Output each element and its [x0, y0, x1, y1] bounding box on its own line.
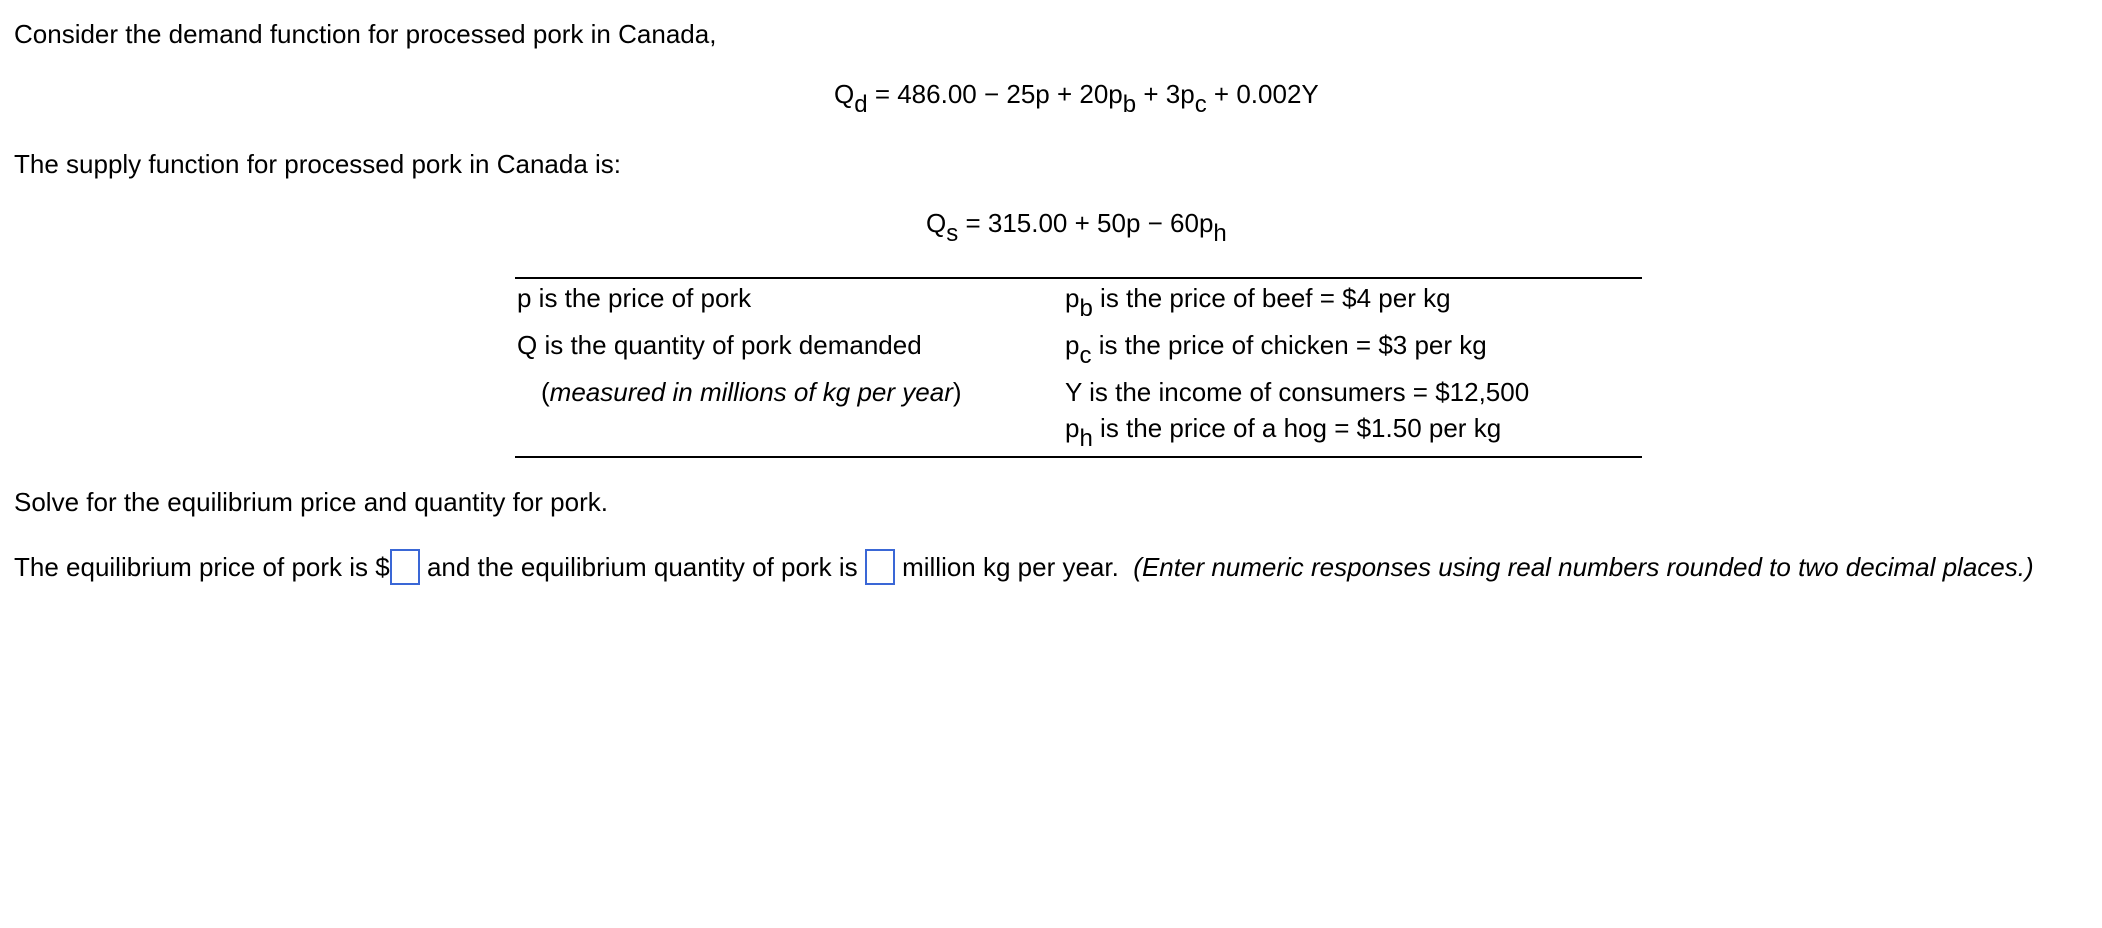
supply-lhs-var: Q — [926, 208, 947, 238]
supply-intro-text: The supply function for processed pork in Canada is: — [14, 149, 622, 179]
table-right-row-4-var: p — [1065, 413, 1080, 443]
table-right-row-4-sub: h — [1079, 425, 1093, 452]
supply-equation — [926, 208, 1227, 247]
table-right-row-4-text: is the price of a hog = $1.50 per kg — [1092, 413, 1502, 443]
table-right-row-1-sub: b — [1079, 295, 1093, 322]
demand-part-3: + 0.002Y — [1206, 79, 1319, 109]
solve-prompt: Solve for the equilibrium price and quantity for pork. — [14, 487, 608, 517]
table-right-row-2-text: is the price of chicken = $3 per kg — [1091, 330, 1487, 360]
supply-sub-h: h — [1213, 220, 1227, 247]
table-left-row-1: p is the price of pork — [517, 283, 752, 313]
instruction-spacer — [1119, 552, 1133, 582]
price-prefix: The equilibrium price of pork is $ — [14, 551, 390, 582]
price-input[interactable] — [390, 549, 420, 585]
table-left-row-2: Q is the quantity of pork demanded — [517, 330, 922, 360]
demand-lhs-var: Q — [834, 79, 855, 109]
table-right-row-3: Y is the income of consumers = $12,500 — [1065, 377, 1530, 407]
table-right-row-2-sub: c — [1079, 342, 1092, 369]
table-right-row-1-text: is the price of beef = $4 per kg — [1092, 283, 1451, 313]
quantity-suffix: million kg per year. — [894, 551, 1119, 582]
table-right-row-1 — [1065, 283, 1451, 322]
table-right-row-2 — [1065, 330, 1487, 369]
answer-line — [14, 551, 2034, 587]
demand-lhs-sub: d — [854, 91, 868, 118]
demand-equation — [834, 79, 1319, 118]
quantity-input[interactable] — [865, 549, 895, 585]
intro-text: Consider the demand function for processed pork in Canada, — [14, 19, 717, 49]
table-left-row-3-italic: measured in millions of kg per year — [549, 377, 953, 407]
table-left-row-3-open: ( — [541, 377, 550, 407]
supply-part-1: = 315.00 + 50p − 60p — [958, 208, 1214, 238]
table-left-row-3 — [541, 377, 962, 408]
table-right-row-2-var: p — [1065, 330, 1080, 360]
table-right-row-4 — [1065, 413, 1502, 452]
table-top-rule — [515, 277, 1642, 279]
table-bottom-rule — [515, 456, 1642, 458]
quantity-prefix: and the equilibrium quantity of pork is — [419, 551, 865, 582]
supply-lhs-sub: s — [946, 220, 959, 247]
demand-part-2: + 3p — [1136, 79, 1195, 109]
demand-sub-b: b — [1122, 91, 1137, 118]
demand-part-1: = 486.00 − 25p + 20p — [867, 79, 1123, 109]
table-right-row-1-var: p — [1065, 283, 1080, 313]
demand-sub-c: c — [1194, 91, 1207, 118]
instruction-text: (Enter numeric responses using real numbers rounded to two decimal places.) — [1133, 551, 2034, 582]
table-left-row-3-close: ) — [952, 377, 962, 407]
